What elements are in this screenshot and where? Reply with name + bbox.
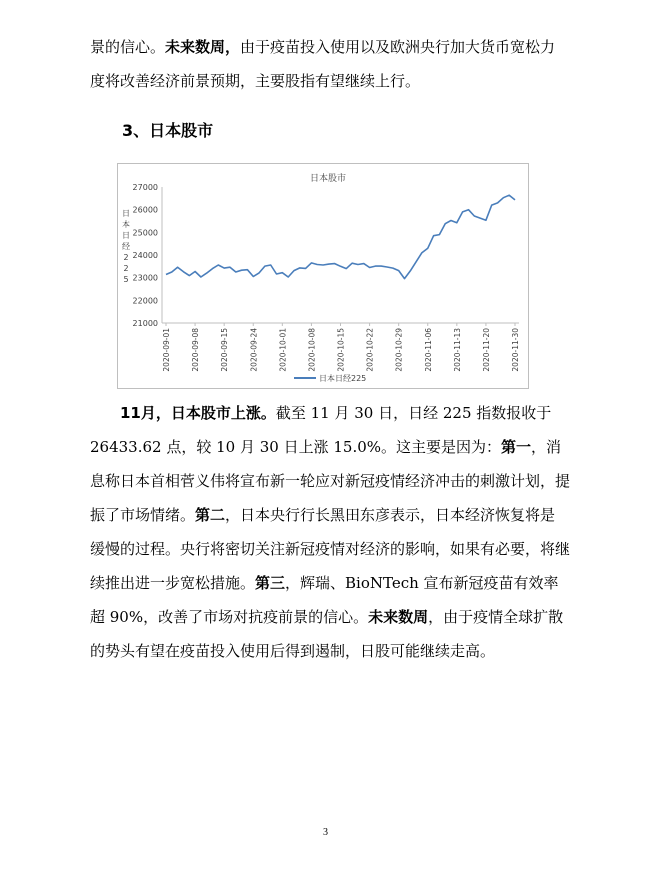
chart-y-axis-label bbox=[122, 209, 130, 284]
y-axis-label-char: 经 bbox=[122, 242, 130, 251]
body-text-5: ，由于疫情全球扩散的势头有望在疫苗投入使用后得到遏制，日股可能继续走高。 bbox=[90, 608, 564, 660]
body-paragraph bbox=[90, 396, 570, 668]
chart-series bbox=[166, 195, 515, 278]
y-tick-label: 22000 bbox=[132, 296, 158, 306]
body-bold-future: 未来数周 bbox=[368, 608, 429, 626]
y-axis-label-char: 日 bbox=[122, 231, 130, 240]
y-tick-label: 23000 bbox=[132, 273, 158, 283]
x-tick-label: 2020-10-15 bbox=[336, 328, 346, 372]
body-text-1: 截至 11 月 30 日，日经 225 指数报收于 26433.62 点，较 10 月 30 日上涨 15.0%。这主要是因为： bbox=[90, 404, 552, 456]
y-tick-label: 27000 bbox=[132, 183, 158, 192]
x-tick-label: 2020-09-08 bbox=[191, 328, 201, 372]
legend-label: 日本日经225 bbox=[319, 374, 367, 383]
body-text-3: ，日本央行行长黑田东彦表示，日本经济恢复将是缓慢的过程。央行将密切关注新冠疫情对经济的影响，如果有必要，将继续推出进一步宽松措施。 bbox=[90, 506, 571, 592]
chart-svg bbox=[118, 164, 528, 388]
x-tick-label: 2020-11-20 bbox=[481, 328, 491, 372]
body-text-4: ，辉瑞、BioNTech 宣布新冠疫苗有效率超 90%，改善了市场对抗疫前景的信心。 bbox=[90, 574, 559, 626]
y-tick-label: 24000 bbox=[132, 251, 158, 260]
section-heading: 3、日本股市 bbox=[122, 121, 214, 140]
x-tick-label: 2020-11-30 bbox=[511, 328, 520, 372]
x-tick-label: 2020-10-22 bbox=[365, 328, 375, 372]
x-tick-label: 2020-09-15 bbox=[220, 328, 230, 372]
y-axis-label-char: 日 bbox=[122, 209, 130, 218]
body-lead: 11月，日本股市上涨。 bbox=[120, 404, 276, 422]
series-line bbox=[166, 195, 515, 278]
x-tick-label: 2020-10-01 bbox=[278, 328, 288, 372]
y-axis-label-char: 5 bbox=[123, 275, 129, 284]
body-bold-first: 第一 bbox=[501, 438, 532, 456]
chart-x-ticks bbox=[162, 323, 520, 372]
page-number: 3 bbox=[323, 827, 328, 838]
x-tick-label: 2020-09-01 bbox=[162, 328, 171, 372]
intro-bold-future: 未来数周， bbox=[165, 38, 241, 56]
y-axis-label-char: 2 bbox=[123, 253, 129, 262]
y-axis-label-char: 本 bbox=[122, 220, 130, 229]
body-text-2: ，消息称日本首相菅义伟将宣布新一轮应对新冠疫情经济冲击的刺激计划，提振了市场情绪。 bbox=[90, 438, 571, 524]
y-axis-label-char: 2 bbox=[123, 264, 129, 273]
x-tick-label: 2020-11-06 bbox=[423, 328, 433, 372]
body-bold-second: 第二 bbox=[195, 506, 226, 524]
x-tick-label: 2020-11-13 bbox=[452, 328, 462, 372]
chart-legend bbox=[294, 373, 366, 383]
x-tick-label: 2020-09-24 bbox=[249, 328, 259, 372]
intro-text-2: 由于疫苗投入使用以及欧洲央行加大货币宽松力度将改善经济前景预期，主要股指有望继续上行。 bbox=[90, 38, 556, 90]
chart-y-ticks bbox=[133, 183, 158, 328]
y-tick-label: 26000 bbox=[132, 205, 158, 215]
chart-axes bbox=[162, 187, 519, 323]
y-tick-label: 25000 bbox=[132, 228, 158, 238]
x-tick-label: 2020-10-29 bbox=[394, 328, 404, 372]
y-tick-label: 21000 bbox=[132, 319, 158, 328]
nikkei-chart bbox=[117, 163, 529, 389]
intro-text-1: 景的信心。 bbox=[90, 38, 166, 56]
x-tick-label: 2020-10-08 bbox=[307, 328, 317, 372]
chart-title: 日本股市 bbox=[309, 174, 347, 184]
intro-paragraph bbox=[90, 30, 570, 98]
body-bold-third: 第三 bbox=[255, 574, 286, 592]
